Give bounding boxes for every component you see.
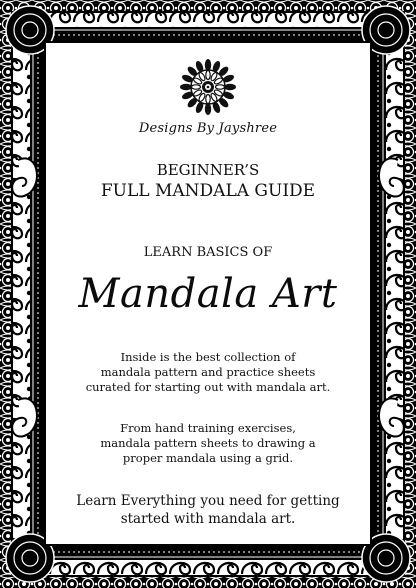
closing-line: started with mandala art.: [120, 511, 296, 527]
closing-line: Learn Everything you need for getting: [76, 493, 340, 509]
description-1-line: Inside is the best collection of: [120, 350, 296, 364]
brand-name: Designs By Jayshree: [138, 121, 278, 136]
logo: [46, 57, 370, 117]
content-card: [44, 41, 372, 546]
title-line-1: BEGINNER’S: [156, 161, 260, 179]
title-line-2: FULL MANDALA GUIDE: [100, 181, 316, 201]
description-2-line: proper mandala using a grid.: [122, 451, 294, 465]
description-1-line: curated for starting out with mandala art.: [85, 380, 331, 394]
description-1-line: mandala pattern and practice sheets: [100, 365, 316, 379]
mandala-logo-icon: [178, 57, 238, 117]
description-1: [64, 350, 352, 395]
script-title: Mandala Art: [78, 271, 338, 317]
description-2-line: From hand training exercises,: [120, 421, 296, 435]
closing-statement: [56, 492, 360, 528]
description-2-line: mandala pattern sheets to drawing a: [100, 436, 316, 450]
subtitle: LEARN BASICS OF: [143, 245, 273, 260]
description-2: [64, 421, 352, 466]
